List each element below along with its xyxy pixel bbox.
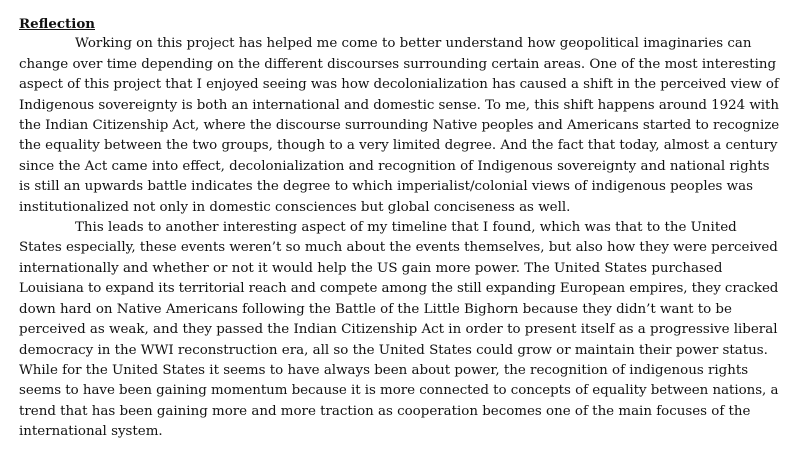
text-line: This leads to another interesting aspect of my timeline that I found, which was that to the United bbox=[75, 220, 737, 236]
text-line: the equality between the two groups, though to a very limited degree. And the fact that today, almost a century bbox=[19, 138, 778, 154]
text-line: aspect of this project that I enjoyed seeing was how decolonialization has caused a shift in the perceived view of bbox=[19, 77, 779, 93]
section-heading: Reflection bbox=[19, 16, 95, 32]
text-line: institutionalized not only in domestic consciences but global conciseness as well. bbox=[19, 199, 571, 215]
paragraph-2 bbox=[19, 218, 779, 442]
text-line: since the Act came into effect, decolonialization and recognition of Indigenous sovereignty and national rights bbox=[19, 158, 770, 174]
text-line: seems to have been gaining momentum because it is more connected to concepts of equality between nations, a bbox=[19, 383, 779, 399]
document-body bbox=[19, 14, 779, 443]
text-line: While for the United States it seems to have always been about power, the recognition of indigenous rights bbox=[19, 362, 749, 378]
paragraph-1 bbox=[19, 34, 779, 218]
text-line: trend that has been gaining more and more traction as cooperation becomes one of the main focuses of the bbox=[19, 403, 751, 419]
text-line: the Indian Citizenship Act, where the discourse surrounding Native peoples and Americans started to recognize bbox=[19, 118, 780, 134]
text-line: democracy in the WWI reconstruction era, all so the United States could grow or maintain their power status. bbox=[19, 342, 768, 358]
text-line: internationally and whether or not it would help the US gain more power. The United States purchased bbox=[19, 260, 723, 276]
text-line: Louisiana to expand its territorial reach and compete among the still expanding European empires, they cracked bbox=[19, 281, 779, 297]
text-line: States especially, these events weren’t so much about the events themselves, but also how they were perceived bbox=[19, 240, 778, 256]
text-line: perceived as weak, and they passed the Indian Citizenship Act in order to present itself as a progressive liberal bbox=[19, 322, 778, 338]
text-line: change over time depending on the different discourses surrounding certain areas. One of the most interesting bbox=[19, 56, 777, 72]
text-line: is still an upwards battle indicates the degree to which imperialist/colonial views of indigenous peoples was bbox=[19, 179, 753, 195]
text-line: Working on this project has helped me come to better understand how geopolitical imaginaries can bbox=[75, 36, 752, 52]
text-line: down hard on Native Americans following the Battle of the Little Bighorn because they didn’t want to be bbox=[19, 301, 732, 317]
text-line: international system. bbox=[19, 424, 163, 440]
text-line: Indigenous sovereignty is both an international and domestic sense. To me, this shift happens around 1924 with bbox=[19, 97, 779, 113]
